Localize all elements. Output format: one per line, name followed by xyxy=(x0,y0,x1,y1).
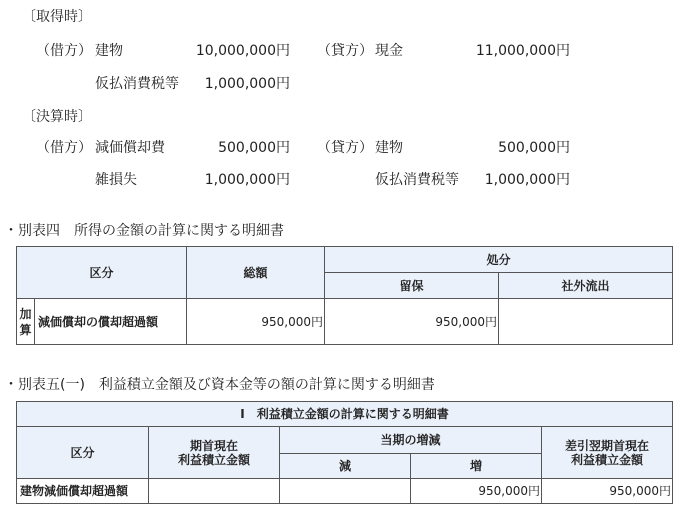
set-debit-item: 減価償却費 xyxy=(95,140,165,156)
b4-row-total: 950,000円 xyxy=(187,299,325,345)
b5-header-kubun: 区分 xyxy=(17,427,149,479)
settlement-heading: 〔決算時〕 xyxy=(22,109,92,125)
beppyo4-title: ・別表四 所得の金額の計算に関する明細書 xyxy=(4,223,284,239)
b5-row-decrease xyxy=(280,479,411,504)
table-row xyxy=(17,299,673,345)
b5-header-opening xyxy=(149,427,280,479)
b5-section-title: Ⅰ 利益積立金額の計算に関する明細書 xyxy=(17,402,673,427)
table-row xyxy=(17,479,673,504)
b5-row-closing: 950,000円 xyxy=(542,479,673,504)
b5-header-increase: 増 xyxy=(411,454,542,479)
b5-header-closing-2: 利益積立金額 xyxy=(570,452,643,467)
b4-row-label: 減価償却の償却超過額 xyxy=(35,299,187,345)
b5-header-closing-1: 差引翌期首現在 xyxy=(564,438,649,453)
b4-header-outflow: 社外流出 xyxy=(499,273,673,299)
set-credit-side: （貸方） xyxy=(317,140,373,156)
acquisition-heading: 〔取得時〕 xyxy=(22,9,92,25)
acq-debit-side: （借方） xyxy=(36,43,92,59)
b4-side-char-2: 算 xyxy=(19,322,32,337)
b4-header-kubun: 区分 xyxy=(17,247,187,299)
acq-debit-amount: 10,000,000円 xyxy=(195,43,290,59)
b5-row-label: 建物減価償却超過額 xyxy=(17,479,149,504)
b4-row-side xyxy=(17,299,35,345)
b4-header-total: 総額 xyxy=(187,247,325,299)
b5-header-opening-2: 利益積立金額 xyxy=(177,452,250,467)
b5-header-opening-1: 期首現在 xyxy=(189,438,238,453)
b5-header-change: 当期の増減 xyxy=(280,427,542,454)
set-debit-item-2: 雑損失 xyxy=(95,172,137,188)
beppyo5-title: ・別表五(一) 利益積立金額及び資本金等の額の計算に関する明細書 xyxy=(4,377,435,393)
b4-side-char-1: 加 xyxy=(19,306,32,321)
b4-row-outflow xyxy=(499,299,673,345)
acq-credit-side: （貸方） xyxy=(317,43,373,59)
b4-header-retained: 留保 xyxy=(325,273,499,299)
beppyo5-table xyxy=(16,401,673,504)
acq-debit-amount-2: 1,000,000円 xyxy=(204,76,290,92)
set-credit-item: 建物 xyxy=(375,140,403,156)
b5-header-decrease: 減 xyxy=(280,454,411,479)
set-credit-item-2: 仮払消費税等 xyxy=(375,172,459,188)
b5-header-closing xyxy=(542,427,673,479)
set-debit-amount-2: 1,000,000円 xyxy=(204,172,290,188)
acq-credit-amount: 11,000,000円 xyxy=(475,43,570,59)
b5-row-increase: 950,000円 xyxy=(411,479,542,504)
beppyo4-table xyxy=(16,246,673,345)
acq-debit-item-2: 仮払消費税等 xyxy=(95,76,179,92)
acq-credit-item: 現金 xyxy=(375,43,403,59)
set-debit-amount: 500,000円 xyxy=(218,140,290,156)
b5-row-opening xyxy=(149,479,280,504)
set-debit-side: （借方） xyxy=(36,140,92,156)
acq-debit-item: 建物 xyxy=(95,43,123,59)
b4-header-disposal: 処分 xyxy=(325,247,673,273)
set-credit-amount: 500,000円 xyxy=(498,140,570,156)
b4-row-retained: 950,000円 xyxy=(325,299,499,345)
set-credit-amount-2: 1,000,000円 xyxy=(484,172,570,188)
